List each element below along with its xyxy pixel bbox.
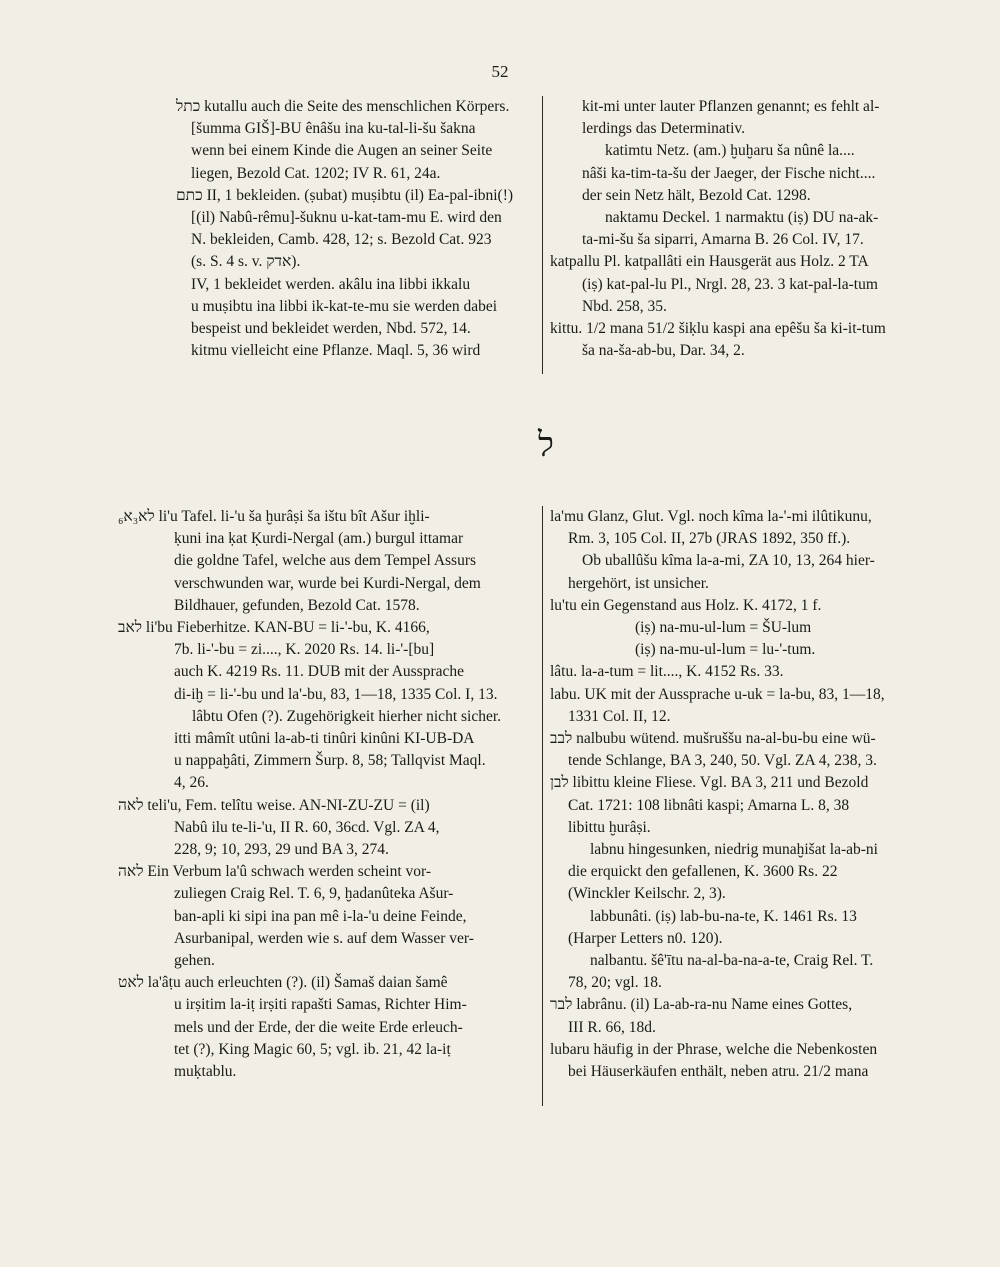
- top-right-column: [550, 96, 960, 386]
- text-line: lerdings das Determinativ.: [582, 120, 745, 138]
- text-line: labbunâti. (iṣ) lab-bu-na-te, K. 1461 Rs. 13: [590, 907, 857, 925]
- text-line: ḳuni ina ḳat Ḳurdi-Nergal (am.) burgul ittamar: [174, 530, 464, 548]
- text-line: la'mu Glanz, Glut. Vgl. noch kîma la-'-mi ilûtikunu,: [550, 508, 872, 525]
- text-line: lâtu. la-a-tum = lit...., K. 4152 Rs. 33.: [550, 663, 784, 681]
- text-line: naktamu Deckel. 1 narmaktu (iṣ) DU na-ak-: [605, 209, 879, 226]
- page-number: 52: [491, 62, 509, 81]
- text-line: u muṣibtu ina libbi ik-kat-te-mu sie werden dabei: [191, 297, 498, 315]
- text-line: gehen.: [174, 952, 215, 969]
- text-line: nâši ka-tim-ta-šu der Jaeger, der Fische nicht....: [582, 164, 876, 182]
- text-line: לאט la'âṭu auch erleuchten (?). (il) Šamaš daian šamê: [118, 974, 448, 992]
- section-letter-lamed: ל: [538, 425, 554, 465]
- text-line: kitmu vielleicht eine Pflanze. Maql. 5, 36 wird: [191, 342, 481, 360]
- text-line: [šumma GIŠ]-BU ênâšu ina ku-tal-li-šu šakna: [191, 120, 476, 138]
- text-line: לאה Ein Verbum la'û schwach werden scheint vor-: [118, 863, 432, 881]
- text-line: IV, 1 bekleidet werden. akâlu ina libbi ikkalu: [191, 275, 471, 293]
- text-line: לבר labrânu. (il) La-ab-ra-nu Name eines Gottes,: [550, 996, 853, 1014]
- text-line: (Winckler Keilschr. 2, 3).: [568, 885, 726, 903]
- text-line: 1331 Col. II, 12.: [568, 707, 671, 725]
- text-line: כתל kutallu auch die Seite des menschlichen Körpers.: [176, 98, 510, 115]
- text-line: wenn bei einem Kinde die Augen an seiner Seite: [191, 142, 493, 160]
- text-line: ban-apli ki sipi ina pan mê i-la-'u deine Feinde,: [174, 907, 467, 925]
- text-line: nalbantu. šê'ītu na-al-ba-na-a-te, Craig Rel. T.: [590, 952, 874, 969]
- text-line: di-iḫ = li-'-bu und la'-bu, 83, 1—18, 1335 Col. I, 13.: [174, 685, 498, 703]
- bottom-right-column: [550, 506, 960, 1126]
- text-line: lu'tu ein Gegenstand aus Holz. K. 4172, 1 f.: [550, 596, 822, 614]
- text-line: (iṣ) na-mu-ul-lum = ŠU-lum: [635, 619, 812, 636]
- text-line: 78, 20; vgl. 18.: [568, 974, 662, 992]
- text-line: Rm. 3, 105 Col. II, 27b (JRAS 1892, 350 ff.).: [568, 530, 851, 548]
- text-line: לבן libittu kleine Fliese. Vgl. BA 3, 211 und Bezold: [550, 774, 869, 792]
- text-line: kit-mi unter lauter Pflanzen genannt; es fehlt al-: [582, 98, 880, 115]
- text-line: 7b. li-'-bu = zi...., K. 2020 Rs. 14. li-'-[bu]: [174, 641, 435, 659]
- text-line: N. bekleiden, Camb. 428, 12; s. Bezold Cat. 923: [191, 231, 492, 249]
- text-line: כתם II, 1 bekleiden. (ṣubat) muṣibtu (il) Ea-pal-ibni(!): [176, 186, 514, 204]
- text-line: (s. S. 4 s. v. אדק).: [191, 253, 301, 271]
- text-line: III R. 66, 18d.: [568, 1018, 656, 1036]
- text-line: 4, 26.: [174, 774, 209, 792]
- top-left-column: [176, 96, 536, 386]
- text-line: ta-mi-šu ša siparri, Amarna B. 26 Col. IV, 17.: [582, 231, 864, 249]
- text-line: לאב li'bu Fieberhitze. KAN-BU = li-'-bu, K. 4166,: [118, 619, 430, 636]
- top-column-divider: [542, 96, 543, 374]
- text-line: tende Schlange, BA 3, 240, 50. Vgl. ZA 4, 238, 3.: [568, 752, 877, 770]
- text-line: Nbd. 258, 35.: [582, 297, 667, 315]
- text-line: liegen, Bezold Cat. 1202; IV R. 61, 24a.: [191, 164, 441, 182]
- text-line: mels und der Erde, der die weite Erde erleuch-: [174, 1018, 463, 1036]
- text-line: tet (?), King Magic 60, 5; vgl. ib. 21, 42 la-iṭ: [174, 1040, 451, 1058]
- text-line: Cat. 1721: 108 libnâti kaspi; Amarna L. 8, 38: [568, 796, 850, 814]
- text-line: auch K. 4219 Rs. 11. DUB mit der Aussprache: [174, 663, 465, 681]
- text-line: לא₃א₆ li'u Tafel. li-'u ša ḫurâṣi ša ištu bît Ašur iḫli-: [118, 508, 430, 525]
- text-line: der sein Netz hält, Bezold Cat. 1298.: [582, 186, 811, 204]
- bottom-column-divider: [542, 506, 543, 1106]
- text-line: katpallu Pl. katpallâti ein Hausgerät aus Holz. 2 TA: [550, 253, 869, 271]
- text-line: u irṣitim la-iṭ irṣiti rapašti Samas, Richter Him-: [174, 996, 467, 1014]
- text-line: לאה teli'u, Fem. telîtu weise. AN-NI-ZU-ZU = (il): [118, 796, 430, 814]
- text-line: ša na-ša-ab-bu, Dar. 34, 2.: [582, 342, 745, 360]
- text-line: zuliegen Craig Rel. T. 6, 9, ḫadanûteka Ašur-: [174, 885, 454, 903]
- text-line: bespeist und bekleidet werden, Nbd. 572, 14.: [191, 320, 471, 337]
- bottom-left-column: [118, 506, 536, 1126]
- text-line: kittu. 1/2 mana 51/2 šiḳlu kaspi ana epêšu ša ki-it-tum: [550, 320, 886, 337]
- text-line: (Harper Letters n0. 120).: [568, 929, 723, 947]
- text-line: katimtu Netz. (am.) ḫuḫaru ša nûnê la....: [605, 142, 855, 160]
- text-line: (iṣ) kat-pal-lu Pl., Nrgl. 28, 23. 3 kat-pal-la-tum: [582, 275, 878, 293]
- text-line: die erquickt den gefallenen, K. 3600 Rs. 22: [568, 863, 838, 881]
- text-line: bei Häuserkäufen enthält, neben atru. 21/2 mana: [568, 1063, 869, 1080]
- text-line: labu. UK mit der Aussprache u-uk = la-bu, 83, 1—18,: [550, 685, 885, 703]
- text-line: lubaru häufig in der Phrase, welche die Nebenkosten: [550, 1040, 878, 1058]
- text-line: itti mâmît utûni la-ab-ti tinûri kinûni KI-UB-DA: [174, 730, 475, 747]
- text-line: die goldne Tafel, welche aus dem Tempel Assurs: [174, 552, 477, 570]
- text-line: 228, 9; 10, 293, 29 und BA 3, 274.: [174, 841, 389, 858]
- text-line: Asurbanipal, werden wie s. auf dem Wasser ver-: [174, 929, 474, 947]
- text-line: labnu hingesunken, niedrig munaḫišat la-ab-ni: [590, 841, 878, 858]
- text-line: muḳtablu.: [174, 1063, 237, 1080]
- text-line: hergehört, ist unsicher.: [568, 574, 709, 592]
- text-line: Ob uballûšu kîma la-a-mi, ZA 10, 13, 264 hier-: [582, 552, 875, 570]
- text-line: libittu ḫurâṣi.: [568, 818, 651, 836]
- text-line: Nabû ilu te-li-'u, II R. 60, 36cd. Vgl. ZA 4,: [174, 818, 440, 836]
- text-line: Bildhauer, gefunden, Bezold Cat. 1578.: [174, 596, 420, 614]
- text-line: [(il) Nabû-rêmu]-šuknu u-kat-tam-mu E. wird den: [191, 209, 502, 226]
- text-line: u nappaḫâti, Zimmern Šurp. 8, 58; Tallqvist Maql.: [174, 752, 486, 770]
- text-line: לבב nalbubu wütend. mušruššu na-al-bu-bu eine wü-: [550, 730, 876, 747]
- text-line: (iṣ) na-mu-ul-lum = lu-'-tum.: [635, 641, 816, 659]
- text-line: lâbtu Ofen (?). Zugehörigkeit hierher nicht sicher.: [192, 707, 502, 725]
- text-line: verschwunden war, wurde bei Kurdi-Nergal, dem: [174, 574, 481, 592]
